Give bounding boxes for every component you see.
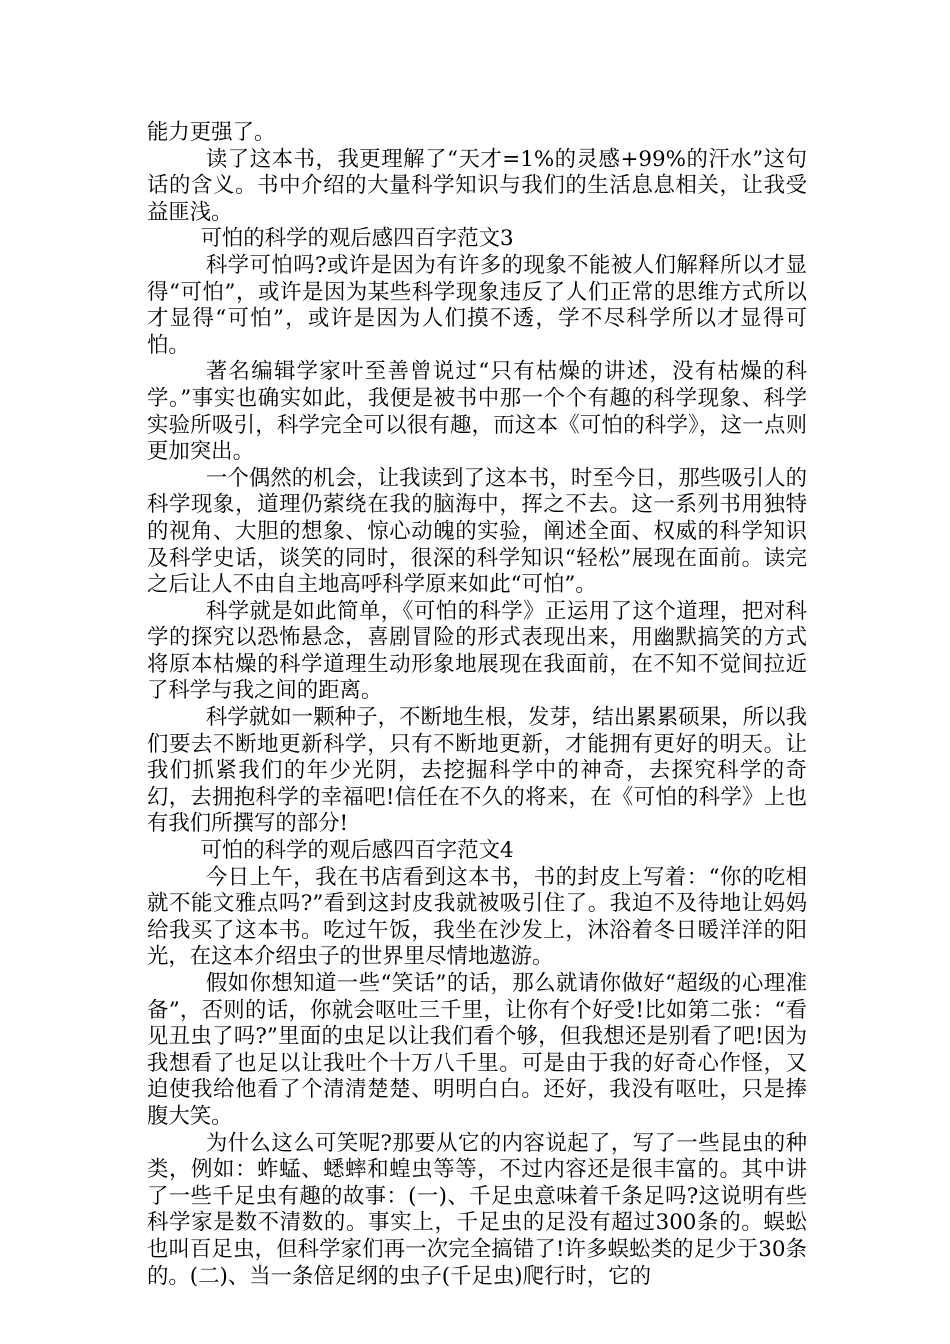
paragraph: 一个偶然的机会，让我读到了这本书，时至今日，那些吸引人的科学现象，道理仍萦绕在我的脑海中，挥之不去。这一系列书用独特的视角、大胆的想象、惊心动魄的实验，阐述全面、权威的科学知识及科学史话，谈笑的同时，很深的科学知识“轻松”展现在面前。读完之后让人不由自主地高呼科学原来如此“可怕”。	[147, 465, 807, 598]
paragraph: 今日上午，我在书店看到这本书，书的封皮上写着：“你的吃相就不能文雅点吗?”看到这封皮我就被吸引住了。我迫不及待地让妈妈给我买了这本书。吃过午饭，我坐在沙发上，沐浴着冬日暖洋洋的阳光，在这本介绍虫子的世界里尽情地遨游。	[147, 864, 807, 970]
paragraph: 能力更强了。	[147, 120, 276, 145]
paragraph: 为什么这么可笑呢?那要从它的内容说起了，写了一些昆虫的种类，例如：蚱蜢、蟋蟀和蝗虫等等，不过内容还是很丰富的。其中讲了一些千足虫有趣的故事：(一)、千足虫意味着千条足吗?这说明有些科学家是数不清数的。事实上，千足虫的足没有超过300条的。蜈蚣也叫百足虫，但科学家们再一次完全搞错了!许多蜈蚣类的足少于30条的。(二)、当一条倍足纲的虫子(千足虫)爬行时，它的	[147, 1130, 807, 1289]
paragraph: 读了这本书，我更理解了“天才=1%的灵感+99%的汗水”这句话的含义。书中介绍的大量科学知识与我们的生活息息相关，让我受益匪浅。	[147, 146, 807, 225]
section-heading: 可怕的科学的观后感四百字范文4	[200, 838, 514, 864]
paragraph: 科学就如一颗种子，不断地生根，发芽，结出累累硕果，所以我们要去不断地更新科学，只有不断地更新，才能拥有更好的明天。让我们抓紧我们的年少光阴，去挖掘科学中的神奇，去探究科学的奇幻，去拥抱科学的幸福吧!信任在不久的将来，在《可怕的科学》上也有我们所撰写的部分!	[147, 705, 807, 837]
paragraph: 科学可怕吗?或许是因为有许多的现象不能被人们解释所以才显得“可怕”，或许是因为某些科学现象违反了人们正常的思维方式所以才显得“可怕”，或许是因为人们摸不透，学不尽科学所以才显得可怕。	[147, 252, 807, 358]
document-body	[147, 120, 807, 1290]
section-heading: 可怕的科学的观后感四百字范文3	[200, 226, 514, 252]
paragraph: 假如你想知道一些“笑话”的话，那么就请你做好“超级的心理准备”，否则的话，你就会呕吐三千里，让你有个好受!比如第二张：“看见丑虫了吗?”里面的虫足以让我们看个够，但我想还是别看了吧!因为我想看了也足以让我吐个十万八千里。可是由于我的好奇心作怪，又迫使我给他看了个清清楚楚、明明白白。还好，我没有呕吐，只是捧腹大笑。	[147, 971, 807, 1129]
paragraph: 科学就是如此简单，《可怕的科学》正运用了这个道理，把对科学的探究以恐怖悬念，喜剧冒险的形式表现出来，用幽默搞笑的方式将原本枯燥的科学道理生动形象地展现在我面前，在不知不觉间拉近了科学与我之间的距离。	[147, 598, 807, 704]
paragraph: 著名编辑学家叶至善曾说过“只有枯燥的讲述，没有枯燥的科学。”事实也确实如此，我便是被书中那一个个有趣的科学现象、科学实验所吸引，科学完全可以很有趣，而这本《可怕的科学》，这一点则更加突出。	[147, 359, 807, 465]
